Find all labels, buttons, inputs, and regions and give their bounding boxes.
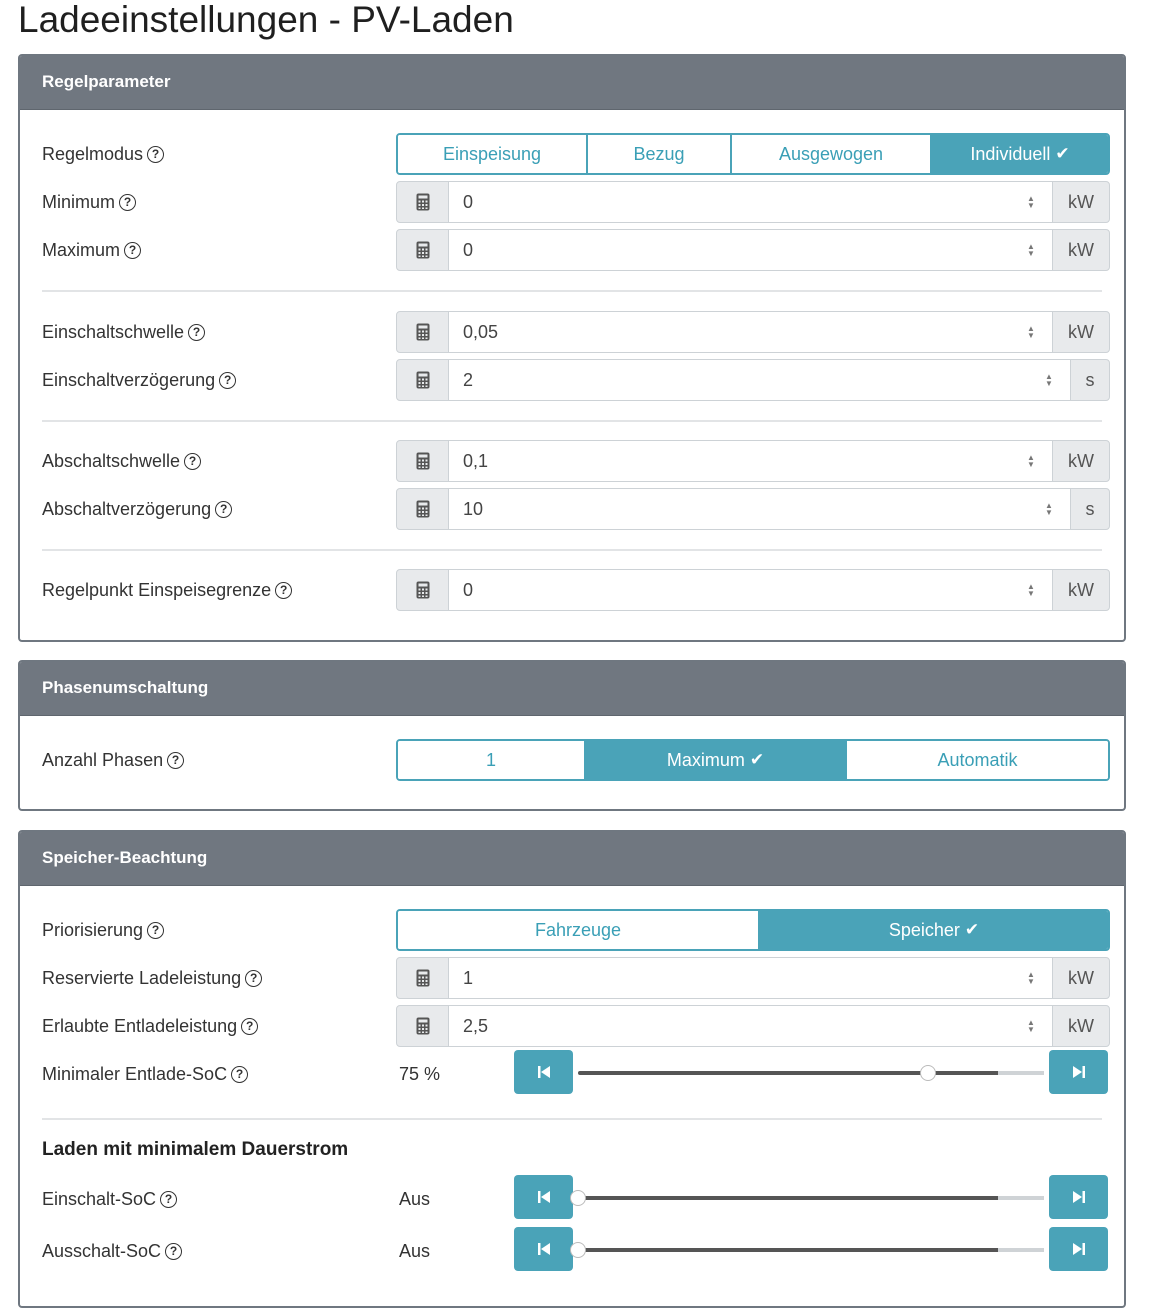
calculator-icon[interactable]: [396, 1005, 449, 1047]
label-einschaltverzoegerung: Einschaltverzögerung: [42, 370, 216, 390]
row-regelmodus: [42, 133, 1106, 175]
abschaltverzoegerung-input[interactable]: [449, 489, 1070, 529]
divider: [42, 420, 1102, 422]
step-backward-button[interactable]: [514, 1227, 573, 1271]
row-abschaltschwelle: [42, 440, 1106, 482]
label-regelpunkt: Regelpunkt Einspeisegrenze: [42, 580, 272, 600]
slider-value: Aus: [399, 1189, 431, 1209]
unit-label: s: [1070, 488, 1110, 530]
phasen-option-maximum[interactable]: Maximum ✔: [586, 741, 847, 779]
section-heading-dauerstrom: Laden mit minimalem Dauerstrom: [42, 1139, 349, 1160]
help-icon[interactable]: ?: [184, 453, 201, 470]
step-forward-icon: [1072, 1065, 1086, 1079]
row-ausschalt-soc: [42, 1230, 1106, 1272]
slider-track[interactable]: [578, 1071, 1044, 1075]
spinner-icon[interactable]: ▲ ▼: [1027, 194, 1035, 210]
card-phasenumschaltung: [18, 660, 1126, 811]
regelmodus-option-ausgewogen[interactable]: Ausgewogen: [732, 135, 932, 173]
unit-label: s: [1070, 359, 1110, 401]
row-erlaubte-entladeleistung: [42, 1005, 1106, 1047]
label-abschaltschwelle: Abschaltschwelle: [42, 451, 181, 471]
regelmodus-buttongroup: [396, 133, 1110, 175]
row-regelpunkt: [42, 569, 1106, 611]
label-maximum: Maximum: [42, 240, 121, 260]
slider-thumb[interactable]: [570, 1190, 586, 1206]
label-priorisierung: Priorisierung: [42, 920, 144, 940]
step-forward-button[interactable]: [1049, 1050, 1108, 1094]
label-abschaltverzoegerung: Abschaltverzögerung: [42, 499, 212, 519]
card-speicher: [18, 830, 1126, 1308]
step-backward-icon: [537, 1242, 551, 1256]
row-anzahl-phasen: [42, 739, 1106, 781]
help-icon[interactable]: ?: [231, 1066, 248, 1083]
page-title: Ladeeinstellungen - PV-Laden: [18, 0, 514, 40]
maximum-input[interactable]: [449, 230, 1052, 270]
spinner-icon[interactable]: ▲ ▼: [1045, 501, 1053, 517]
priorisierung-option-fahrzeuge[interactable]: Fahrzeuge: [398, 911, 760, 949]
spinner-icon[interactable]: ▲ ▼: [1027, 582, 1035, 598]
slider-thumb[interactable]: [920, 1065, 936, 1081]
minimum-input[interactable]: [449, 182, 1052, 222]
einschaltverzoegerung-input[interactable]: [449, 360, 1070, 400]
divider: [42, 290, 1102, 292]
spinner-icon[interactable]: ▲ ▼: [1027, 324, 1035, 340]
phasen-option-automatik[interactable]: Automatik: [847, 741, 1108, 779]
help-icon[interactable]: ?: [215, 501, 232, 518]
abschaltschwelle-input[interactable]: [449, 441, 1052, 481]
slider-track[interactable]: [578, 1196, 1044, 1200]
help-icon[interactable]: ?: [167, 752, 184, 769]
card-header-phasenumschaltung: Phasenumschaltung: [20, 662, 1124, 716]
calculator-icon[interactable]: [396, 957, 449, 999]
card-header-regelparameter: Regelparameter: [20, 56, 1124, 110]
label-einschalt-soc: Einschalt-SoC: [42, 1189, 157, 1209]
divider: [42, 1118, 1102, 1120]
unit-label: kW: [1052, 311, 1110, 353]
help-icon[interactable]: ?: [188, 324, 205, 341]
row-abschaltverzoegerung: [42, 488, 1106, 530]
row-minimaler-entlade-soc: [42, 1053, 1106, 1095]
calculator-icon[interactable]: [396, 440, 449, 482]
help-icon[interactable]: ?: [147, 922, 164, 939]
priorisierung-option-speicher[interactable]: Speicher ✔: [760, 911, 1108, 949]
anzahl-phasen-buttongroup: [396, 739, 1110, 781]
help-icon[interactable]: ?: [275, 582, 292, 599]
help-icon[interactable]: ?: [124, 242, 141, 259]
help-icon[interactable]: ?: [160, 1191, 177, 1208]
step-forward-button[interactable]: [1049, 1175, 1108, 1219]
spinner-icon[interactable]: ▲ ▼: [1027, 1018, 1035, 1034]
spinner-icon[interactable]: ▲ ▼: [1027, 970, 1035, 986]
label-anzahl-phasen: Anzahl Phasen: [42, 750, 164, 770]
reservierte-ladeleistung-input[interactable]: [449, 958, 1052, 998]
calculator-icon[interactable]: [396, 488, 449, 530]
step-backward-button[interactable]: [514, 1175, 573, 1219]
label-reservierte-ladeleistung: Reservierte Ladeleistung: [42, 968, 242, 988]
spinner-icon[interactable]: ▲ ▼: [1045, 372, 1053, 388]
slider-thumb[interactable]: [570, 1242, 586, 1258]
row-priorisierung: [42, 909, 1106, 951]
priorisierung-buttongroup: [396, 909, 1110, 951]
row-reservierte-ladeleistung: [42, 957, 1106, 999]
check-icon: ✔: [964, 920, 980, 939]
unit-label: kW: [1052, 569, 1110, 611]
check-icon: ✔: [749, 750, 765, 769]
slider-value: Aus: [399, 1241, 431, 1261]
slider-track[interactable]: [578, 1248, 1044, 1252]
card-regelparameter: [18, 54, 1126, 642]
calculator-icon[interactable]: [396, 359, 449, 401]
label-einschaltschwelle: Einschaltschwelle: [42, 322, 185, 342]
label-minimaler-entlade-soc: Minimaler Entlade-SoC: [42, 1064, 228, 1084]
erlaubte-entladeleistung-input[interactable]: [449, 1006, 1052, 1046]
help-icon[interactable]: ?: [147, 146, 164, 163]
unit-label: kW: [1052, 957, 1110, 999]
step-forward-button[interactable]: [1049, 1227, 1108, 1271]
step-forward-icon: [1072, 1242, 1086, 1256]
regelmodus-option-einspeisung[interactable]: Einspeisung: [398, 135, 588, 173]
step-backward-button[interactable]: [514, 1050, 573, 1094]
label-ausschalt-soc: Ausschalt-SoC: [42, 1241, 162, 1261]
regelmodus-option-bezug[interactable]: Bezug: [588, 135, 732, 173]
unit-label: kW: [1052, 181, 1110, 223]
step-forward-icon: [1072, 1190, 1086, 1204]
phasen-option-1[interactable]: 1: [398, 741, 586, 779]
spinner-icon[interactable]: ▲ ▼: [1027, 242, 1035, 258]
unit-label: kW: [1052, 229, 1110, 271]
help-icon[interactable]: ?: [245, 970, 262, 987]
help-icon[interactable]: ?: [219, 372, 236, 389]
step-backward-icon: [537, 1190, 551, 1204]
unit-label: kW: [1052, 1005, 1110, 1047]
row-einschalt-soc: [42, 1178, 1106, 1220]
row-einschaltverzoegerung: [42, 359, 1106, 401]
calculator-icon[interactable]: [396, 181, 449, 223]
row-einschaltschwelle: [42, 311, 1106, 353]
unit-label: kW: [1052, 440, 1110, 482]
calculator-icon[interactable]: [396, 229, 449, 271]
calculator-icon[interactable]: [396, 311, 449, 353]
regelmodus-option-individuell[interactable]: Individuell ✔: [932, 135, 1108, 173]
calculator-icon[interactable]: [396, 569, 449, 611]
label-minimum: Minimum: [42, 192, 116, 212]
label-erlaubte-entladeleistung: Erlaubte Entladeleistung: [42, 1016, 238, 1036]
row-minimum: [42, 181, 1106, 223]
row-maximum: [42, 229, 1106, 271]
regelpunkt-input[interactable]: [449, 570, 1052, 610]
step-backward-icon: [537, 1065, 551, 1079]
einschaltschwelle-input[interactable]: [449, 312, 1052, 352]
card-header-speicher: Speicher-Beachtung: [20, 832, 1124, 886]
label-regelmodus: Regelmodus: [42, 144, 144, 164]
spinner-icon[interactable]: ▲ ▼: [1027, 453, 1035, 469]
divider: [42, 549, 1102, 551]
slider-value: 75 %: [399, 1064, 441, 1084]
help-icon[interactable]: ?: [119, 194, 136, 211]
help-icon[interactable]: ?: [165, 1243, 182, 1260]
check-icon: ✔: [1055, 144, 1070, 163]
help-icon[interactable]: ?: [241, 1018, 258, 1035]
